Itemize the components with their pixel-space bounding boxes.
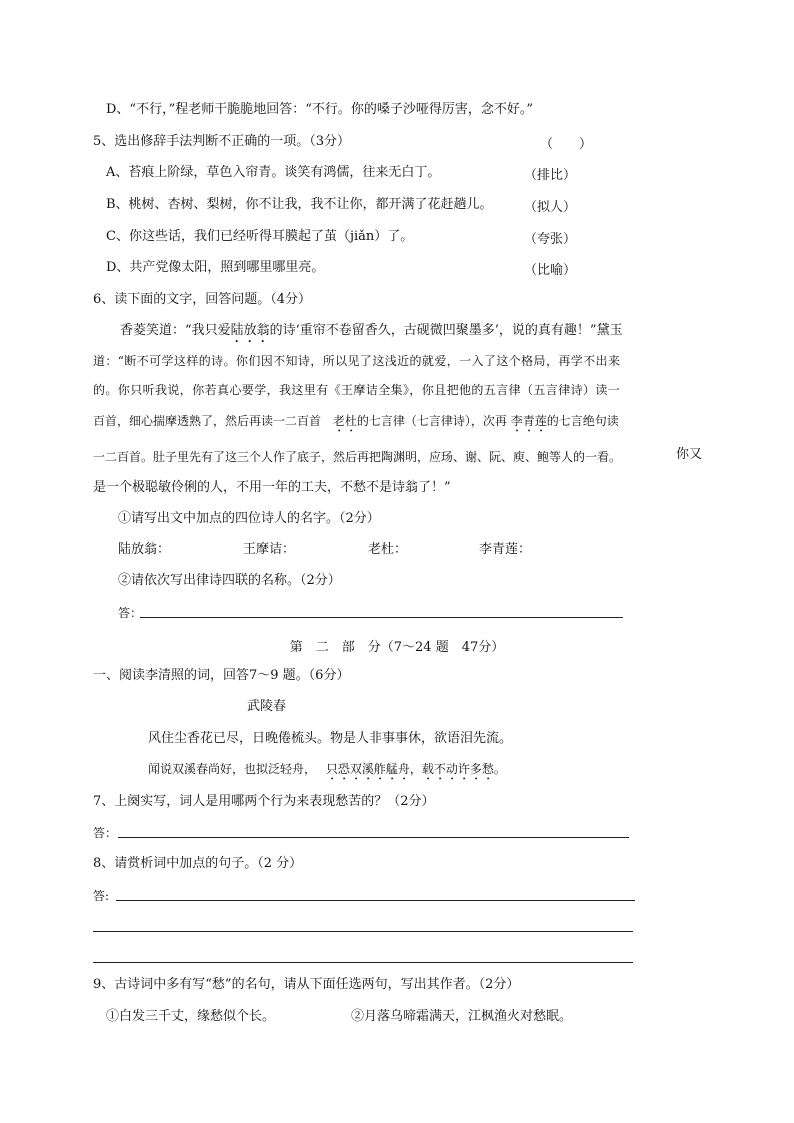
part2-heading: 第 二 部 分（7～24 题 47分） bbox=[289, 640, 505, 655]
q8-answer-line-2[interactable] bbox=[93, 931, 633, 932]
passage-text: 的诗‘重帘不卷留香久，古砚微凹聚墨多’，说的真有趣！”黛玉 bbox=[269, 323, 623, 338]
dotted-poet-lu-fangweng: 陆放翁 bbox=[230, 323, 270, 338]
q9-stem: 9、古诗词中多有写“愁”的名句，请从下面任选两句，写出其作者。（2分） bbox=[93, 977, 520, 992]
dotted-poet-lao-du: 老杜 bbox=[332, 414, 357, 428]
q4-option-d: D、“不行，”程老师干脆脆地回答：“不行。你的嗓子沙哑得厉害，念不好。” bbox=[106, 102, 534, 117]
q6-passage-line-3: 的。你只听我说，你若真心要学，我这里有《王摩诘全集》，你且把他的五言律（五言律诗）读一 bbox=[93, 383, 621, 397]
q8-answer-line-1[interactable] bbox=[116, 900, 635, 901]
q5-option-c: C、你这些话，我们已经听得耳膜起了茧（jiǎn）了。 bbox=[106, 229, 414, 244]
q5-answer-bracket[interactable]: （ ） bbox=[540, 137, 593, 152]
poem-title: 武陵春 bbox=[247, 699, 287, 714]
q6-sub2: ②请依次写出律诗四联的名称。（2分） bbox=[118, 573, 341, 588]
q6-passage-line-2: 道：“断不可学这样的诗。你们因不知诗，所以见了这浅近的就爱，一入了这个格局，再学不出来 bbox=[93, 354, 621, 368]
q5-option-b: B、桃树、杏树、梨树，你不让我，我不让你，都开满了花赶趟儿。 bbox=[106, 197, 493, 212]
poet-label-wang-mojie: 王摩诘： bbox=[243, 542, 296, 557]
dotted-poem-sentence: 只恐双溪舴艋舟，载不动许多愁。 bbox=[325, 762, 506, 776]
q7-answer-label: 答： bbox=[93, 826, 118, 840]
poem-line-2 bbox=[148, 760, 506, 783]
q6-answer-line[interactable] bbox=[140, 617, 623, 618]
q5-stem: 5、选出修辞手法判断不正确的一项。（3分） bbox=[93, 134, 351, 149]
passage-text: 的七言律（七言律诗），次再 bbox=[356, 414, 507, 428]
poet-label-lu-fangweng: 陆放翁： bbox=[118, 542, 171, 557]
q6-passage-line-5-tail: 你又 bbox=[676, 447, 703, 462]
q5-option-a-tag: （排比） bbox=[524, 168, 577, 183]
poet-label-li-qinglian: 李青莲： bbox=[479, 542, 532, 557]
q5-option-a: A、苔痕上阶绿，草色入帘青。谈笑有鸿儒，往来无白丁。 bbox=[106, 165, 441, 180]
q6-sub1: ①请写出文中加点的四位诗人的名字。（2分） bbox=[118, 511, 380, 526]
poem-text: 闻说双溪春尚好，也拟泛轻舟， bbox=[148, 762, 317, 776]
q6-passage-line-4 bbox=[93, 412, 619, 435]
q7-answer-line[interactable] bbox=[118, 837, 629, 838]
q6-passage-line-1 bbox=[120, 322, 623, 346]
q5-option-b-tag: （拟人） bbox=[524, 200, 577, 215]
q8-answer-line-3[interactable] bbox=[93, 962, 633, 963]
q5-option-d-tag: （比喻） bbox=[524, 263, 577, 278]
passage-text: 的七言绝句读 bbox=[546, 414, 619, 428]
q6-passage-line-6: 是一个极聪敏伶俐的人，不用一年的工夫，不愁不是诗翁了！” bbox=[93, 480, 451, 495]
q6-passage-line-5 bbox=[93, 448, 621, 466]
q6-answer-label: 答： bbox=[118, 606, 143, 620]
q7-stem: 7、上阕实写，词人是用哪两个行为来表现愁苦的？（2分） bbox=[93, 794, 435, 809]
q9-option-1: ①白发三千丈，缘愁似个长。 bbox=[106, 1009, 276, 1024]
poem-line-1: 风住尘香花已尽，日晚倦梳头。物是人非事事休，欲语泪先流。 bbox=[148, 731, 513, 746]
section1-stem: 一、阅读李清照的词，回答7～9 题。（6分） bbox=[93, 668, 350, 683]
q5-option-d: D、共产党像太阳，照到哪里哪里亮。 bbox=[106, 260, 325, 275]
q9-option-2: ②月落乌啼霜满天，江枫渔火对愁眠。 bbox=[351, 1009, 573, 1024]
dotted-poet-li-qinglian: 李青莲 bbox=[510, 414, 547, 428]
q6-stem: 6、读下面的文字，回答问题。（4分） bbox=[93, 292, 312, 307]
passage-text: 一二百首。肚子里先有了这三个人作了底子，然后再把陶渊明，应玚、谢、阮、庾、鲍等人的一看。 bbox=[93, 450, 622, 464]
passage-text: 百首，细心揣摩透熟了，然后再读一二百首 bbox=[93, 414, 322, 428]
q8-answer-label: 答: bbox=[93, 889, 110, 903]
poet-label-lao-du: 老杜： bbox=[368, 542, 408, 557]
passage-text: 香菱笑道：“我只爱 bbox=[120, 323, 231, 338]
q5-option-c-tag: （夸张） bbox=[524, 232, 577, 247]
q8-stem: 8、请赏析词中加点的句子。（2 分） bbox=[93, 856, 303, 871]
